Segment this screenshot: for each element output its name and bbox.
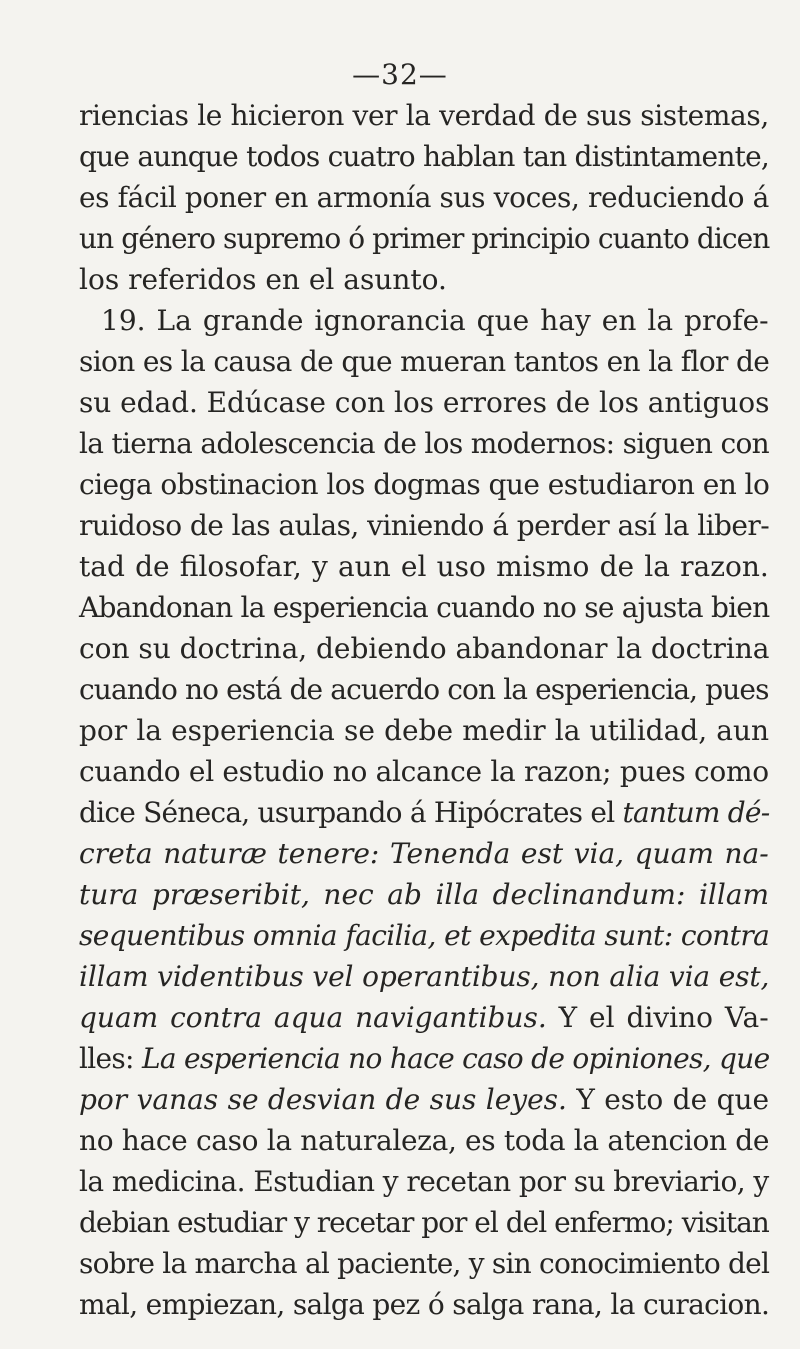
text-line bbox=[79, 1284, 769, 1325]
italic-text-segment: illam videntibus vel operantibus, non alia via est, bbox=[79, 960, 770, 993]
text-segment: con su doctrina, debiendo abandonar la doctrina bbox=[79, 632, 770, 665]
italic-text-segment: sequentibus omnia facilia, et expedita sunt: contra bbox=[79, 919, 770, 952]
text-line bbox=[79, 1038, 769, 1079]
italic-text-segment: La esperiencia no hace caso de opiniones, que bbox=[141, 1042, 770, 1075]
text-line bbox=[79, 915, 769, 956]
text-segment: que aunque todos cuatro hablan tan distintamente, bbox=[79, 140, 770, 173]
text-line bbox=[79, 997, 769, 1038]
text-line bbox=[79, 259, 769, 300]
italic-text-segment: tura præseribit, nec ab illa declinandum: illam bbox=[79, 878, 770, 911]
text-segment: riencias le hicieron ver la verdad de sus sistemas, bbox=[79, 99, 769, 132]
text-line bbox=[79, 669, 769, 710]
italic-text-segment: por vanas se desvian de sus leyes. bbox=[79, 1083, 567, 1116]
text-segment: ciega obstinacion los dogmas que estudiaron en lo bbox=[79, 468, 770, 501]
text-segment: no hace caso la naturaleza, es toda la atencion de bbox=[79, 1124, 770, 1157]
text-line bbox=[79, 300, 769, 341]
text-segment: sobre la marcha al paciente, y sin conocimiento del bbox=[79, 1247, 770, 1280]
text-segment: cuando no está de acuerdo con la esperiencia, pues bbox=[79, 673, 769, 706]
text-segment: la medicina. Estudian y recetan por su breviario, y bbox=[79, 1165, 769, 1198]
text-segment: ruidoso de las aulas, viniendo á perder así la liber- bbox=[79, 509, 770, 542]
text-segment: por la esperiencia se debe medir la utilidad, aun bbox=[79, 714, 770, 747]
text-line bbox=[79, 710, 769, 751]
text-line bbox=[79, 1120, 769, 1161]
page-number: —32— bbox=[352, 58, 448, 91]
text-segment: es fácil poner en armonía sus voces, reduciendo á bbox=[79, 181, 769, 214]
text-line bbox=[79, 628, 769, 669]
text-segment: mal, empiezan, salga pez ó salga rana, la curacion. bbox=[79, 1288, 770, 1321]
text-line bbox=[79, 177, 769, 218]
italic-text-segment: creta naturæ tenere: Tenenda est via, quam na- bbox=[79, 837, 769, 870]
text-segment: su edad. Edúcase con los errores de los antiguos bbox=[79, 386, 770, 419]
text-line bbox=[79, 1243, 769, 1284]
text-segment: dice Séneca, usurpando á Hipócrates el bbox=[79, 796, 623, 829]
text-segment: Y el divino Va- bbox=[546, 1001, 769, 1034]
text-line bbox=[79, 874, 769, 915]
text-segment: debian estudiar y recetar por el del enfermo; visitan bbox=[79, 1206, 769, 1239]
text-segment: la tierna adolescencia de los modernos: siguen con bbox=[79, 427, 769, 460]
text-segment: un género supremo ó primer principio cuanto dicen bbox=[79, 222, 770, 255]
text-segment: los referidos en el asunto. bbox=[79, 263, 447, 296]
text-line bbox=[79, 792, 769, 833]
text-segment: Y esto de que bbox=[566, 1083, 770, 1116]
italic-text-segment: quam contra aqua navigantibus. bbox=[79, 1001, 547, 1034]
text-line bbox=[79, 833, 769, 874]
body-text bbox=[79, 95, 769, 1325]
text-line bbox=[79, 218, 769, 259]
text-segment: lles: bbox=[79, 1042, 142, 1075]
text-segment: Abandonan la esperiencia cuando no se ajusta bien bbox=[79, 591, 770, 624]
text-line bbox=[79, 136, 769, 177]
text-line bbox=[79, 956, 769, 997]
text-line bbox=[79, 751, 769, 792]
text-segment: 19. La grande ignorancia que hay en la profe- bbox=[101, 304, 769, 337]
text-segment: cuando el estudio no alcance la razon; pues como bbox=[79, 755, 769, 788]
text-line bbox=[79, 95, 769, 136]
text-line bbox=[79, 587, 769, 628]
text-line bbox=[79, 341, 769, 382]
text-line bbox=[79, 1079, 769, 1120]
text-segment: tad de filosofar, y aun el uso mismo de la razon. bbox=[79, 550, 769, 583]
italic-text-segment: tantum dé- bbox=[622, 796, 770, 829]
text-line bbox=[79, 1161, 769, 1202]
text-line bbox=[79, 464, 769, 505]
text-line bbox=[79, 546, 769, 587]
text-line bbox=[79, 423, 769, 464]
text-line bbox=[79, 1202, 769, 1243]
text-line bbox=[79, 382, 769, 423]
text-line bbox=[79, 505, 769, 546]
text-segment: sion es la causa de que mueran tantos en la flor de bbox=[79, 345, 770, 378]
